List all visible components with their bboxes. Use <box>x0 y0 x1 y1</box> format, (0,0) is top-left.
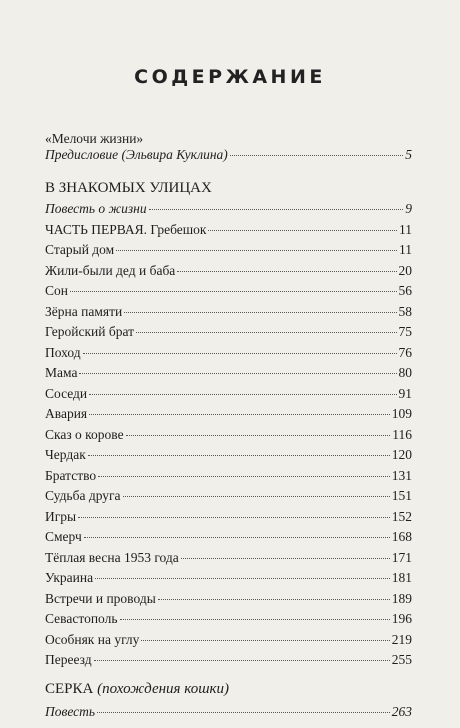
leader-dots <box>208 230 397 231</box>
leader-dots <box>83 353 397 354</box>
leader-dots <box>136 332 396 333</box>
entry-page: 11 <box>399 242 412 257</box>
entry-label: Чердак <box>45 447 86 462</box>
entry-page: 58 <box>398 304 412 319</box>
toc-entry <box>45 508 412 526</box>
leader-dots <box>78 517 390 518</box>
toc-entry <box>45 610 412 628</box>
entry-label: Сказ о корове <box>45 427 124 442</box>
entry-page: 131 <box>391 468 412 483</box>
entry-label: ЧАСТЬ ПЕРВАЯ. Гребешок <box>45 222 207 237</box>
leader-dots <box>89 394 396 395</box>
entry-page: 20 <box>398 263 412 278</box>
entry-page: 116 <box>392 427 412 442</box>
toc-entry <box>45 569 412 587</box>
leader-dots <box>89 414 390 415</box>
entry-page: 76 <box>398 345 412 360</box>
leader-dots <box>230 155 403 156</box>
toc-entry <box>45 262 412 280</box>
entry-label: Тёплая весна 1953 года <box>45 550 179 565</box>
leader-dots <box>124 312 396 313</box>
section-subtitle: (похождения кошки) <box>97 681 230 697</box>
leader-dots <box>70 291 397 292</box>
toc-entry <box>45 344 412 362</box>
entry-page: 196 <box>391 611 412 626</box>
entry-page: 263 <box>391 704 412 719</box>
toc-entry <box>45 590 412 608</box>
leader-dots <box>84 537 390 538</box>
entry-label: Соседи <box>45 386 88 401</box>
entry-label: Игры <box>45 509 77 524</box>
leader-dots <box>158 599 390 600</box>
entry-page: 189 <box>391 591 412 606</box>
entry-page: 91 <box>398 386 412 401</box>
entry-page: 171 <box>391 550 412 565</box>
entry-page: 120 <box>391 447 412 462</box>
page-title: СОДЕРЖАНИЕ <box>134 66 326 88</box>
leader-dots <box>94 660 390 661</box>
toc-entry <box>45 631 412 649</box>
toc-entry <box>45 241 412 259</box>
toc-entry <box>45 364 412 382</box>
entry-page: 11 <box>399 222 412 237</box>
leader-dots <box>95 578 390 579</box>
leader-dots <box>98 476 390 477</box>
entry-label: Сон <box>45 283 68 298</box>
entry-label: Братство <box>45 468 97 483</box>
leader-dots <box>177 271 396 272</box>
entry-page: 80 <box>398 365 412 380</box>
toc-entry <box>45 323 412 341</box>
section-title: СЕРКА <box>45 681 94 697</box>
toc-entry <box>45 446 412 464</box>
entry-label: Судьба друга <box>45 488 121 503</box>
toc-entry <box>45 303 412 321</box>
entry-label: Севастополь <box>45 611 118 626</box>
section-heading-serka <box>45 681 229 698</box>
entry-page: 152 <box>391 509 412 524</box>
entry-label: Особняк на углу <box>45 632 140 647</box>
toc-entry <box>45 651 412 669</box>
entry-label: Жили-были дед и баба <box>45 263 176 278</box>
entry-label: Поход <box>45 345 81 360</box>
leader-dots <box>123 496 390 497</box>
entry-page: 255 <box>391 652 412 667</box>
leader-dots <box>116 250 397 251</box>
entry-page: 181 <box>391 570 412 585</box>
leader-dots <box>120 619 390 620</box>
leader-dots <box>149 209 404 210</box>
leader-dots <box>181 558 390 559</box>
entry-label: Повесть о жизни <box>45 201 147 216</box>
leader-dots <box>141 640 389 641</box>
entry-page: 109 <box>391 406 412 421</box>
toc-entry <box>45 549 412 567</box>
toc-entry <box>45 487 412 505</box>
toc-entry <box>45 385 412 403</box>
entry-label: Повесть <box>45 704 96 719</box>
leader-dots <box>79 373 396 374</box>
entry-label: Встречи и проводы <box>45 591 156 606</box>
entry-label: Зёрна памяти <box>45 304 123 319</box>
toc-entry-story <box>45 200 412 218</box>
toc-entry <box>45 426 412 444</box>
entry-label: Мама <box>45 365 78 380</box>
entry-label: Украина <box>45 570 94 585</box>
entry-label: Предисловие (Эльвира Куклина) <box>45 147 228 162</box>
entry-page: 151 <box>391 488 412 503</box>
entry-page: 75 <box>398 324 412 339</box>
toc-entry-preface <box>45 146 412 164</box>
leader-dots <box>88 455 390 456</box>
entry-page: 168 <box>391 529 412 544</box>
entry-page: 56 <box>398 283 412 298</box>
section-heading-meloch: «Мелочи жизни» <box>45 131 144 146</box>
entry-page: 9 <box>405 201 412 216</box>
toc-entry-story2 <box>45 703 412 721</box>
leader-dots <box>97 712 390 713</box>
toc-entry <box>45 467 412 485</box>
leader-dots <box>126 435 391 436</box>
toc-entry <box>45 405 412 423</box>
entry-label: Авария <box>45 406 88 421</box>
entry-label: Старый дом <box>45 242 115 257</box>
toc-entry <box>45 282 412 300</box>
entry-page: 5 <box>405 147 412 162</box>
entry-label: Смерч <box>45 529 82 544</box>
toc-entry-part1 <box>45 221 412 239</box>
entry-page: 219 <box>391 632 412 647</box>
toc-entry <box>45 528 412 546</box>
entry-label: Геройский брат <box>45 324 135 339</box>
section-heading-streets: В ЗНАКОМЫХ УЛИЦАХ <box>45 180 212 196</box>
entry-label: Переезд <box>45 652 92 667</box>
